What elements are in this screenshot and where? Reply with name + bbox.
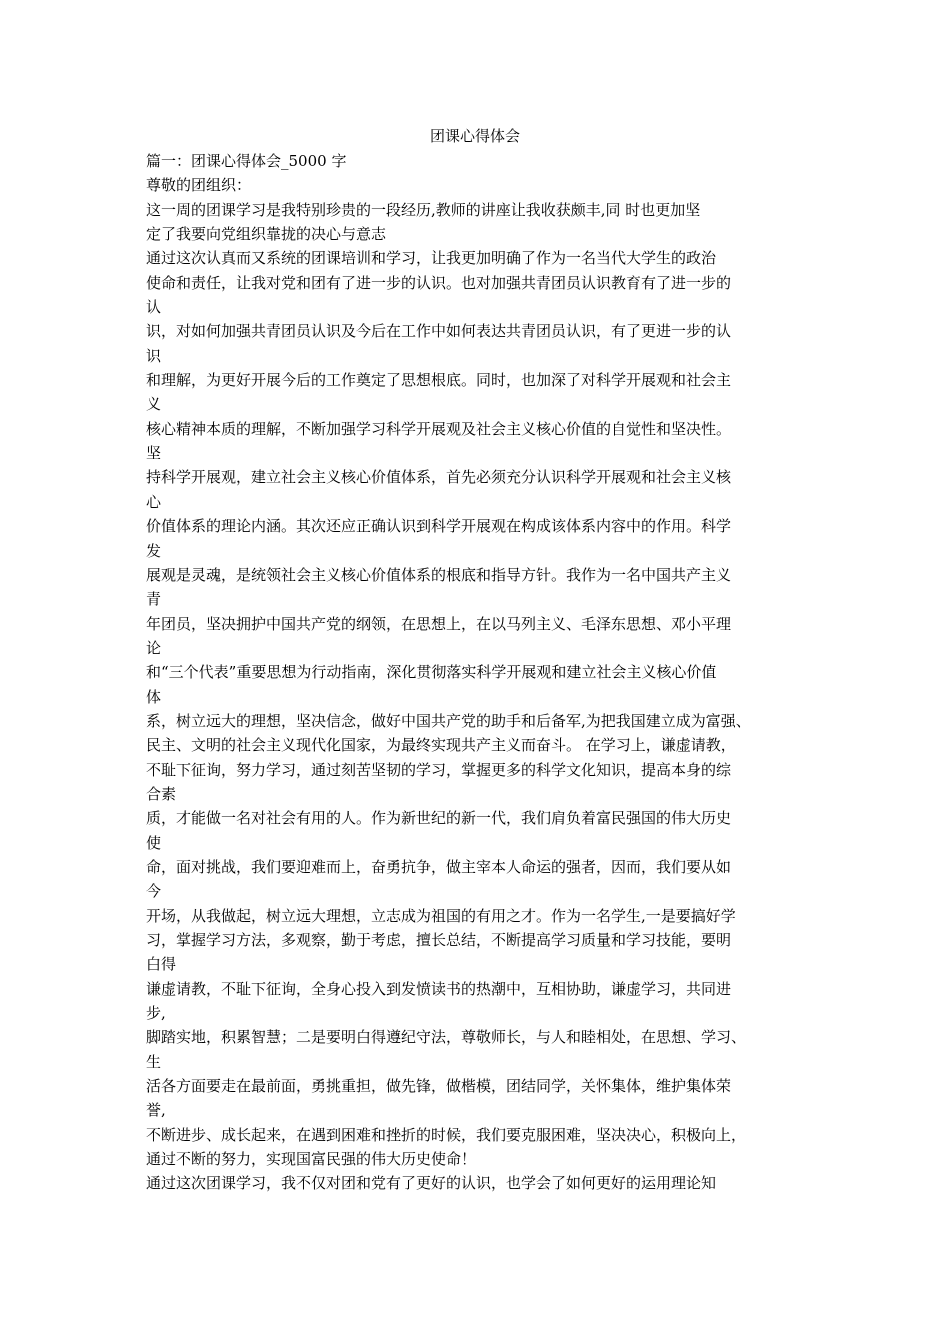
document-title: 团课心得体会 [429, 127, 520, 145]
document-body [146, 149, 818, 1196]
text-line: 青 [146, 590, 162, 609]
text-line: 定了我要向党组织靠拢的决心与意志 [146, 225, 387, 244]
text-line: 不耻下征询，努力学习，通过刻苦坚韧的学习，掌握更多的科学文化知识，提高本身的综 [146, 760, 732, 779]
text-line: 使命和责任，让我对党和团有了进一步的认识。也对加强共青团员认识教育有了进一步的 [146, 273, 732, 292]
text-line: 心 [146, 492, 162, 511]
text-line: 合素 [146, 784, 177, 803]
text-line: 识，对如何加强共青团员认识及今后在工作中如何表达共青团员认识，有了更进一步的认 [146, 322, 732, 341]
text-line: 坚 [146, 444, 162, 463]
text-line: 步, [146, 1004, 166, 1023]
text-line: 开场，从我做起，树立远大理想，立志成为祖国的有用之才。作为一名学生,一是要搞好学 [146, 906, 736, 925]
text-line: 发 [146, 541, 162, 560]
text-line: 白得 [146, 955, 177, 974]
text-line: 价值体系的理论内涵。其次还应正确认识到科学开展观在构成该体系内容中的作用。科学 [146, 517, 732, 536]
text-line: 誉, [146, 1101, 166, 1120]
text-line: 使 [146, 833, 162, 852]
text-line: 年团员，坚决拥护中国共产党的纲领，在思想上，在以马列主义、毛泽东思想、邓小平理 [146, 614, 732, 633]
text-line: 体 [146, 687, 162, 706]
text-line: 质，才能做一名对社会有用的人。作为新世纪的新一代，我们肩负着富民强国的伟大历史 [146, 809, 732, 828]
text-line: 展观是灵魂，是统领社会主义核心价值体系的根底和指导方针。我作为一名中国共产主义 [146, 565, 732, 584]
text-line: 和理解，为更好开展今后的工作奠定了思想根底。同时，也加深了对科学开展观和社会主 [146, 371, 732, 390]
text-line: 生 [146, 1052, 162, 1071]
text-line: 活各方面要走在最前面，勇挑重担，做先锋，做楷模，团结同学，关怀集体，维护集体荣 [146, 1077, 732, 1096]
text-line: 民主、文明的社会主义现代化国家，为最终实现共产主义而奋斗。 在学习上，谦虚请教， [146, 736, 736, 755]
text-line: 识 [146, 346, 162, 365]
text-line: 核心精神本质的理解，不断加强学习科学开展观及社会主义核心价值的自觉性和坚决性。 [146, 419, 732, 438]
text-line: 通过这次团课学习，我不仅对团和党有了更好的认识，也学会了如何更好的运用理论知 [146, 1174, 717, 1193]
text-line: 习，掌握学习方法，多观察，勤于考虑，擅长总结，不断提高学习质量和学习技能，要明 [146, 931, 732, 949]
text-line: 尊敬的团组织： [146, 176, 252, 195]
text-line: 篇一：团课心得体会_5000 字 [146, 152, 347, 170]
text-line: 不断进步、成长起来，在遇到困难和挫折的时候，我们要克服困难，坚决决心，积极向上， [146, 1125, 747, 1144]
text-line: 脚踏实地，积累智慧；二是要明白得遵纪守法，尊敬师长，与人和睦相处，在思想、学习、 [146, 1028, 747, 1047]
text-line: 命，面对挑战，我们要迎难而上，奋勇抗争，做主宰本人命运的强者，因而，我们要从如 [146, 857, 732, 876]
text-line: 认 [146, 298, 162, 317]
text-line: 谦虚请教，不耻下征询，全身心投入到发愤读书的热潮中，互相协助，谦虚学习，共同进 [146, 979, 732, 998]
text-line: 持科学开展观，建立社会主义核心价值体系，首先必须充分认识科学开展观和社会主义核 [146, 468, 732, 487]
text-line: 系，树立远大的理想，坚决信念，做好中国共产党的助手和后备军,为把我国建立成为富强、 [146, 711, 751, 730]
text-line: 今 [146, 882, 162, 901]
text-line: 这一周的团课学习是我特别珍贵的一段经历,教师的讲座让我收获颇丰,同 时也更加坚 [146, 200, 701, 219]
text-line: 和“三个代表”重要思想为行动指南，深化贯彻落实科学开展观和建立社会主义核心价值 [146, 663, 717, 682]
text-line: 义 [146, 395, 162, 414]
text-line: 通过不断的努力，实现国富民强的伟大历史使命！ [146, 1150, 477, 1169]
text-line: 论 [146, 638, 162, 657]
text-line: 通过这次认真而又系统的团课培训和学习，让我更加明确了作为一名当代大学生的政治 [146, 249, 717, 268]
